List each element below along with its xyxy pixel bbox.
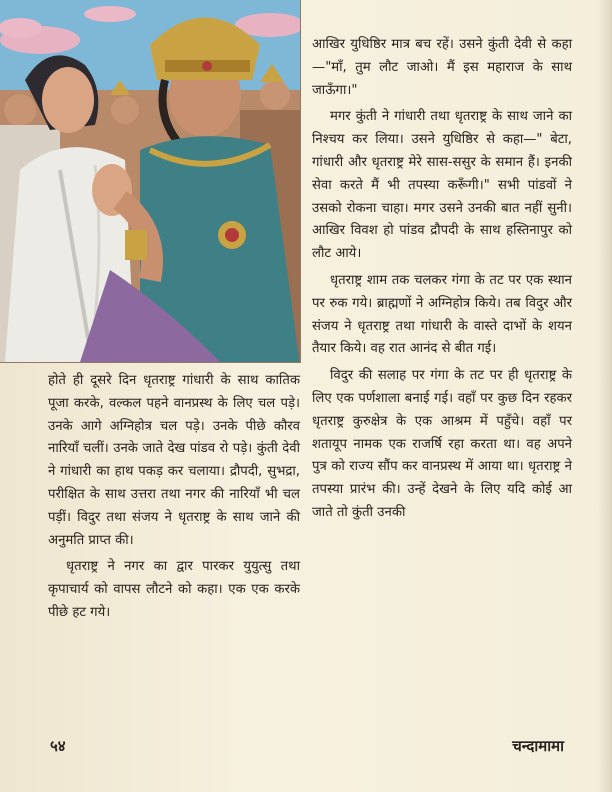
page-number: ५४: [50, 737, 66, 755]
story-illustration: [0, 0, 301, 363]
paragraph: होते ही दूसरे दिन धृतराष्ट्र गांधारी के साथ कातिक पूजा करके, वल्कल पहने वानप्रस्थ के लिए चल पड़े। उनके आगे अग्निहोत्र चल पड़े। उनके पीछे कौरव नारियाँ चलीं। उनके जाते देख पांडव रो पड़े। कुंती देवी ने गांधारी का हाथ पकड़ कर चलाया। द्रौपदी, सुभद्रा, परीक्षित के साथ उत्तरा तथा नगर की नारियाँ भी चल पड़ीं। विदुर तथा संजय ने धृतराष्ट्र के साथ जाने की अनुमति प्राप्त की।: [48, 373, 300, 548]
left-text-column: [48, 370, 300, 629]
paragraph: मगर कुंती ने गांधारी तथा धृतराष्ट्र के साथ जाने का निश्चय कर लिया। उसने युधिष्ठिर से कहा—" बेटा, गांधारी और धृतराष्ट्र मेरे सास-ससुर के समान हैं। इनकी सेवा करते मैं भी तपस्या करूँगी।" सभी पांडवों ने उसको रोकना चाहा। मगर उसने उनकी बात नहीं सुनी। आखिर विवश हो पांडव द्रौपदी के साथ हस्तिनापुर को लौट आये।: [312, 109, 572, 262]
page-edge-shadow: [598, 0, 612, 792]
paragraph: विदुर की सलाह पर गंगा के तट पर ही धृतराष्ट्र के लिए एक पर्णशाला बनाई गई। वहाँ पर कुछ दिन रहकर धृतराष्ट्र कुरुक्षेत्र के एक आश्रम में पहुँचे। वहाँ पर शतायूप नामक एक राजर्षि रहा करता था। वह अपने पुत्र को राज्य सौंप कर वानप्रस्थ में आया था। धृतराष्ट्र ने तपस्या प्रारंभ की। उन्हें देखने के लिए यदि कोई आ जाते तो कुंती उनकी: [312, 368, 572, 520]
paragraph: धृतराष्ट्र ने नगर का द्वार पारकर युयुत्सु तथा कृपाचार्य को वापस लौटने को कहा। एक एक करके पीछे हट गये।: [48, 559, 300, 620]
paragraph: आखिर युधिष्ठिर मात्र बच रहें। उसने कुंती देवी से कहा—"माँ, तुम लौट जाओ। मैं इस महाराज के साथ जाऊँगा।": [312, 37, 572, 98]
right-text-column: [312, 34, 572, 529]
paragraph: धृतराष्ट्र शाम तक चलकर गंगा के तट पर एक स्थान पर रुक गये। ब्राह्मणों ने अग्निहोत्र किये। तब विदुर और संजय ने धृतराष्ट्र तथा गांधारी के वास्ते दाभों के शयन तैयार किये। वह रात आनंद से बीत गई।: [312, 272, 572, 357]
magazine-name: चन्दामामा: [512, 737, 564, 755]
